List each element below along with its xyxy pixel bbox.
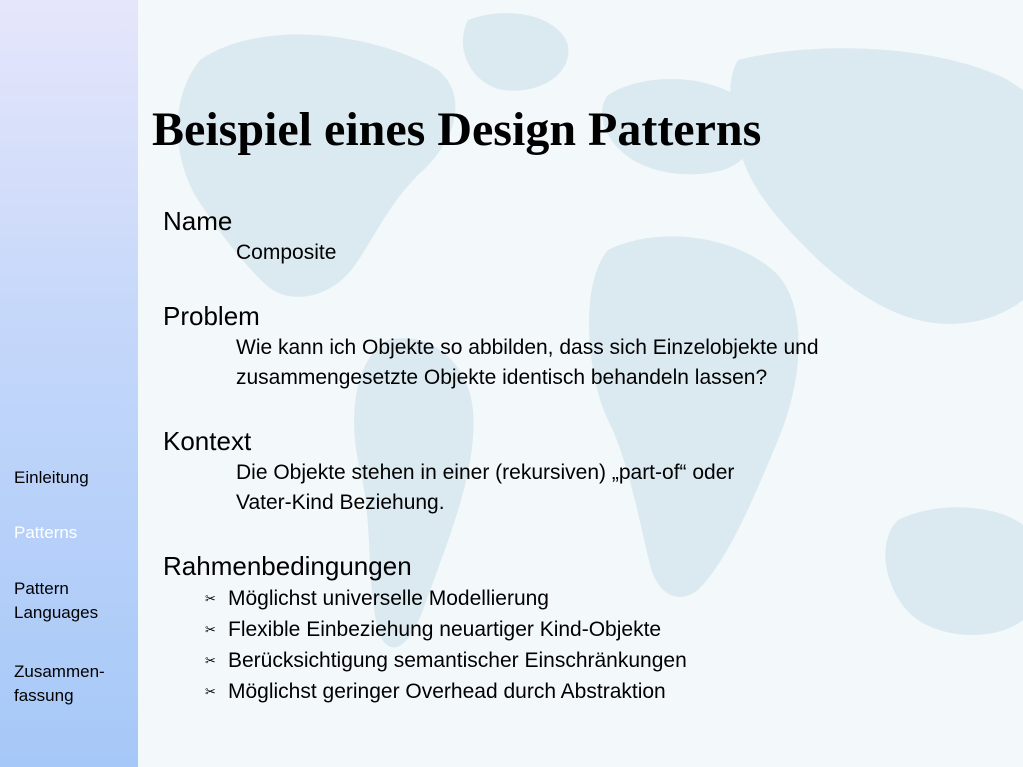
body-line: Composite xyxy=(236,241,337,264)
list-item xyxy=(163,583,1003,614)
body-line: zusammengesetzte Objekte identisch behandeln lassen? xyxy=(236,366,768,389)
list-item xyxy=(163,645,1003,676)
nav-item-zusammenfassung[interactable]: Zusammen- fassung xyxy=(14,662,105,705)
section-problem xyxy=(163,299,1003,393)
list-item-text: Flexible Einbeziehung neuartiger Kind-Objekte xyxy=(228,618,662,641)
scissors-icon: ✂ xyxy=(205,653,216,668)
section-body xyxy=(163,238,1003,268)
nav-item-pattern-languages[interactable]: Pattern Languages xyxy=(14,579,99,622)
slide-title: Beispiel eines Design Patterns xyxy=(152,103,762,156)
scissors-icon: ✂ xyxy=(205,684,216,699)
slide-content xyxy=(163,204,1003,738)
list-item-text: Möglichst universelle Modellierung xyxy=(228,587,549,610)
section-heading: Problem xyxy=(163,301,260,331)
nav-item-patterns[interactable]: Patterns xyxy=(14,523,78,542)
continent-greenland xyxy=(463,13,569,91)
list-item xyxy=(163,676,1003,707)
section-body xyxy=(163,458,1003,518)
body-line: Vater-Kind Beziehung. xyxy=(236,491,445,514)
bullet-list xyxy=(163,583,1003,707)
scissors-icon: ✂ xyxy=(205,622,216,637)
section-rahmenbedingungen xyxy=(163,549,1003,707)
section-heading: Name xyxy=(163,206,233,236)
list-item xyxy=(163,614,1003,645)
body-line: Wie kann ich Objekte so abbilden, dass sich Einzelobjekte und xyxy=(236,336,819,359)
scissors-icon: ✂ xyxy=(205,591,216,606)
section-kontext xyxy=(163,424,1003,518)
section-body xyxy=(163,333,1003,393)
section-name xyxy=(163,204,1003,268)
section-heading: Rahmenbedingungen xyxy=(163,551,412,581)
list-item-text: Möglichst geringer Overhead durch Abstraktion xyxy=(228,680,666,703)
section-heading: Kontext xyxy=(163,426,252,456)
sidebar-navigation xyxy=(0,0,138,767)
body-line: Die Objekte stehen in einer (rekursiven) „part-of“ oder xyxy=(236,461,735,484)
nav-item-einleitung[interactable]: Einleitung xyxy=(14,468,89,487)
list-item-text: Berücksichtigung semantischer Einschränkungen xyxy=(228,649,687,672)
